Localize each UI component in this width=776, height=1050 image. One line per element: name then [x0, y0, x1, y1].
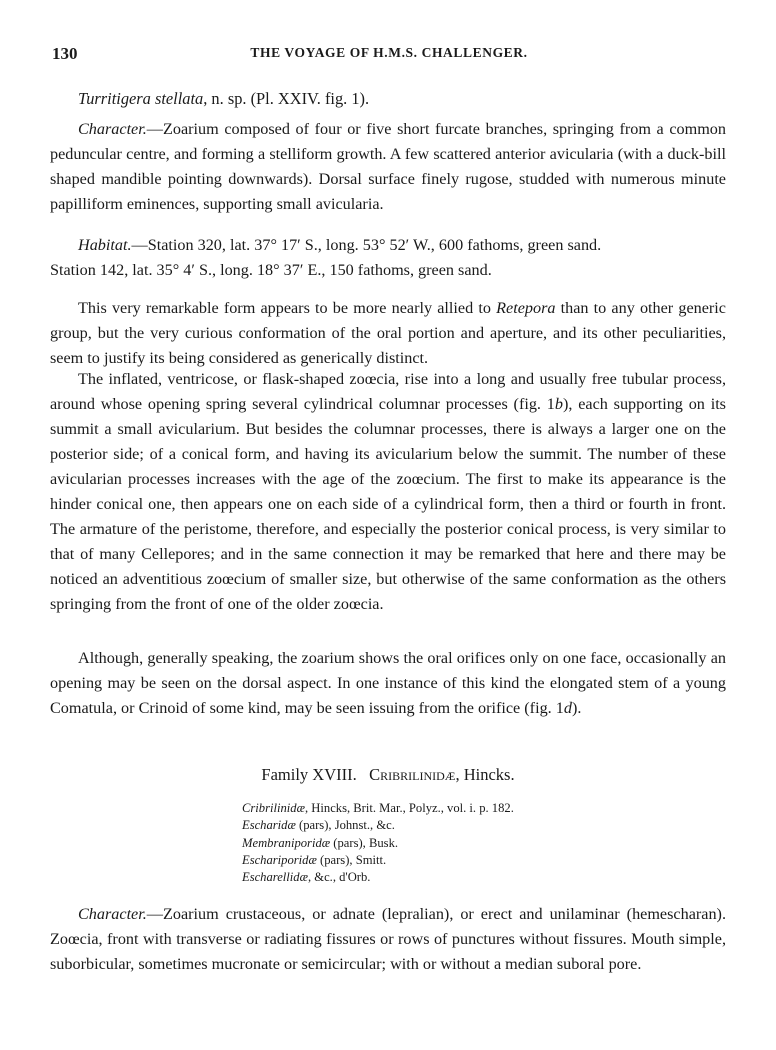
synonymy-entry: [242, 869, 662, 886]
synonym-reference: , Hincks, Brit. Mar., Polyz., vol. i. p. 182.: [305, 801, 514, 815]
running-title: THE VOYAGE OF H.M.S. CHALLENGER.: [250, 45, 528, 60]
habitat-continuation: Station 142, lat. 35° 4′ S., long. 18° 37′ E., 150 fathoms, green sand.: [50, 261, 492, 279]
paragraph-text: The inflated, ventricose, or flask-shaped zoœcia, rise into a long and usually free tubular process, around whose opening spring several cylindrical columnar processes (fig. 1: [50, 370, 726, 413]
figure-letter: d: [563, 699, 572, 717]
habitat-text: —Station 320, lat. 37° 17′ S., long. 53° 52′ W., 600 fathoms, green sand.: [131, 236, 602, 254]
synonymy-entry: [242, 835, 662, 852]
paragraph-text: ), each supporting on its summit a small avicularium. But besides the columnar processes, there is always a larger one on the posterior side; of a conical form, and having its avicularium below the summit. The number of these avicularian processes increases with the age of the zoœcium. The first to make its appearance is the hinder conical one, then appears one on each side of a cylindrical form, then a third or fourth in front. The armature of the peristome, therefore, and especially the posterior conical process, is very similar to that of many Cellepores; and in the same connection it may be remarked that here and there may be noticed an adventitious zoœcium of smaller size, but otherwise of the same conformation as the others springing from the front of one of the older zoœcia.: [50, 395, 726, 613]
synonym-reference: (pars), Smitt.: [316, 852, 387, 867]
synonym-reference: , &c., d'Orb.: [308, 870, 371, 885]
synonym-name: Escharidæ: [242, 818, 296, 833]
synonymy-entry: [242, 817, 662, 834]
body-paragraph-2: [50, 367, 726, 617]
synonym-name: Cribrilinidæ: [242, 801, 305, 815]
species-name: Turritigera stellata: [78, 89, 204, 108]
character-label: Character.: [78, 905, 147, 923]
character-paragraph-2: [50, 902, 726, 977]
synonymy-entry: [242, 852, 662, 869]
species-section: [50, 86, 726, 111]
character-text: —Zoarium crustaceous, or adnate (lepralian), or erect and unilaminar (hemescharan). Zoœcia, front with transverse or radiating fissures or rows of punctures without fissures. Mouth simple, suborbicular, sometimes mucronate or semicircular; with or without a median suboral pore.: [50, 905, 726, 973]
habitat-paragraph: [50, 233, 726, 283]
habitat-label: Habitat.: [78, 236, 132, 254]
page-header: [52, 44, 726, 68]
paragraph-text: This very remarkable form appears to be more nearly allied to: [78, 299, 497, 317]
character-paragraph-1: [50, 117, 726, 217]
page-number: 130: [52, 44, 78, 63]
synonym-name: Membraniporidæ: [242, 835, 331, 850]
synonym-reference: (pars), Johnst., &c.: [295, 818, 395, 833]
synonym-name: Escharellidæ: [242, 870, 308, 885]
family-author: , Hincks.: [455, 765, 515, 784]
paragraph-text: Although, generally speaking, the zoarium shows the oral orifices only on one face, occasionally an opening may be seen on the dorsal aspect. In one instance of this kind the elongated stem of a young Comatula, or Crinoid of some kind, may be seen issuing from the orifice (fig. 1: [50, 649, 726, 717]
species-suffix: , n. sp. (Pl. XXIV. fig. 1).: [203, 89, 370, 108]
figure-letter: b: [554, 395, 563, 413]
synonymy-entry: [242, 800, 662, 817]
character-label: Character.: [78, 120, 147, 138]
genus-name: Retepora: [496, 299, 556, 317]
body-paragraph-1: [50, 296, 726, 371]
paragraph-text: ).: [571, 699, 582, 717]
body-paragraph-3: [50, 646, 726, 721]
family-heading: [0, 765, 776, 785]
synonym-name: Eschariporidæ: [242, 852, 317, 867]
synonymy-list: [242, 800, 662, 886]
paragraph-text: than to any other generic group, but the very curious conformation of the oral portion and aperture, and its other peculiarities, seem to justify its being considered as generically distinct.: [50, 299, 726, 367]
synonym-reference: (pars), Busk.: [330, 835, 399, 850]
family-name: Cribrilinidæ: [369, 765, 456, 784]
species-heading: [50, 86, 726, 111]
family-prefix: Family XVIII.: [261, 765, 357, 784]
character-text: —Zoarium composed of four or five short furcate branches, springing from a common peduncular centre, and forming a stelliform growth. A few scattered anterior avicularia (with a duck-bill shaped mandible pointing downwards). Dorsal surface finely rugose, studded with numerous minute papilliform eminences, supporting small avicularia.: [50, 120, 726, 213]
